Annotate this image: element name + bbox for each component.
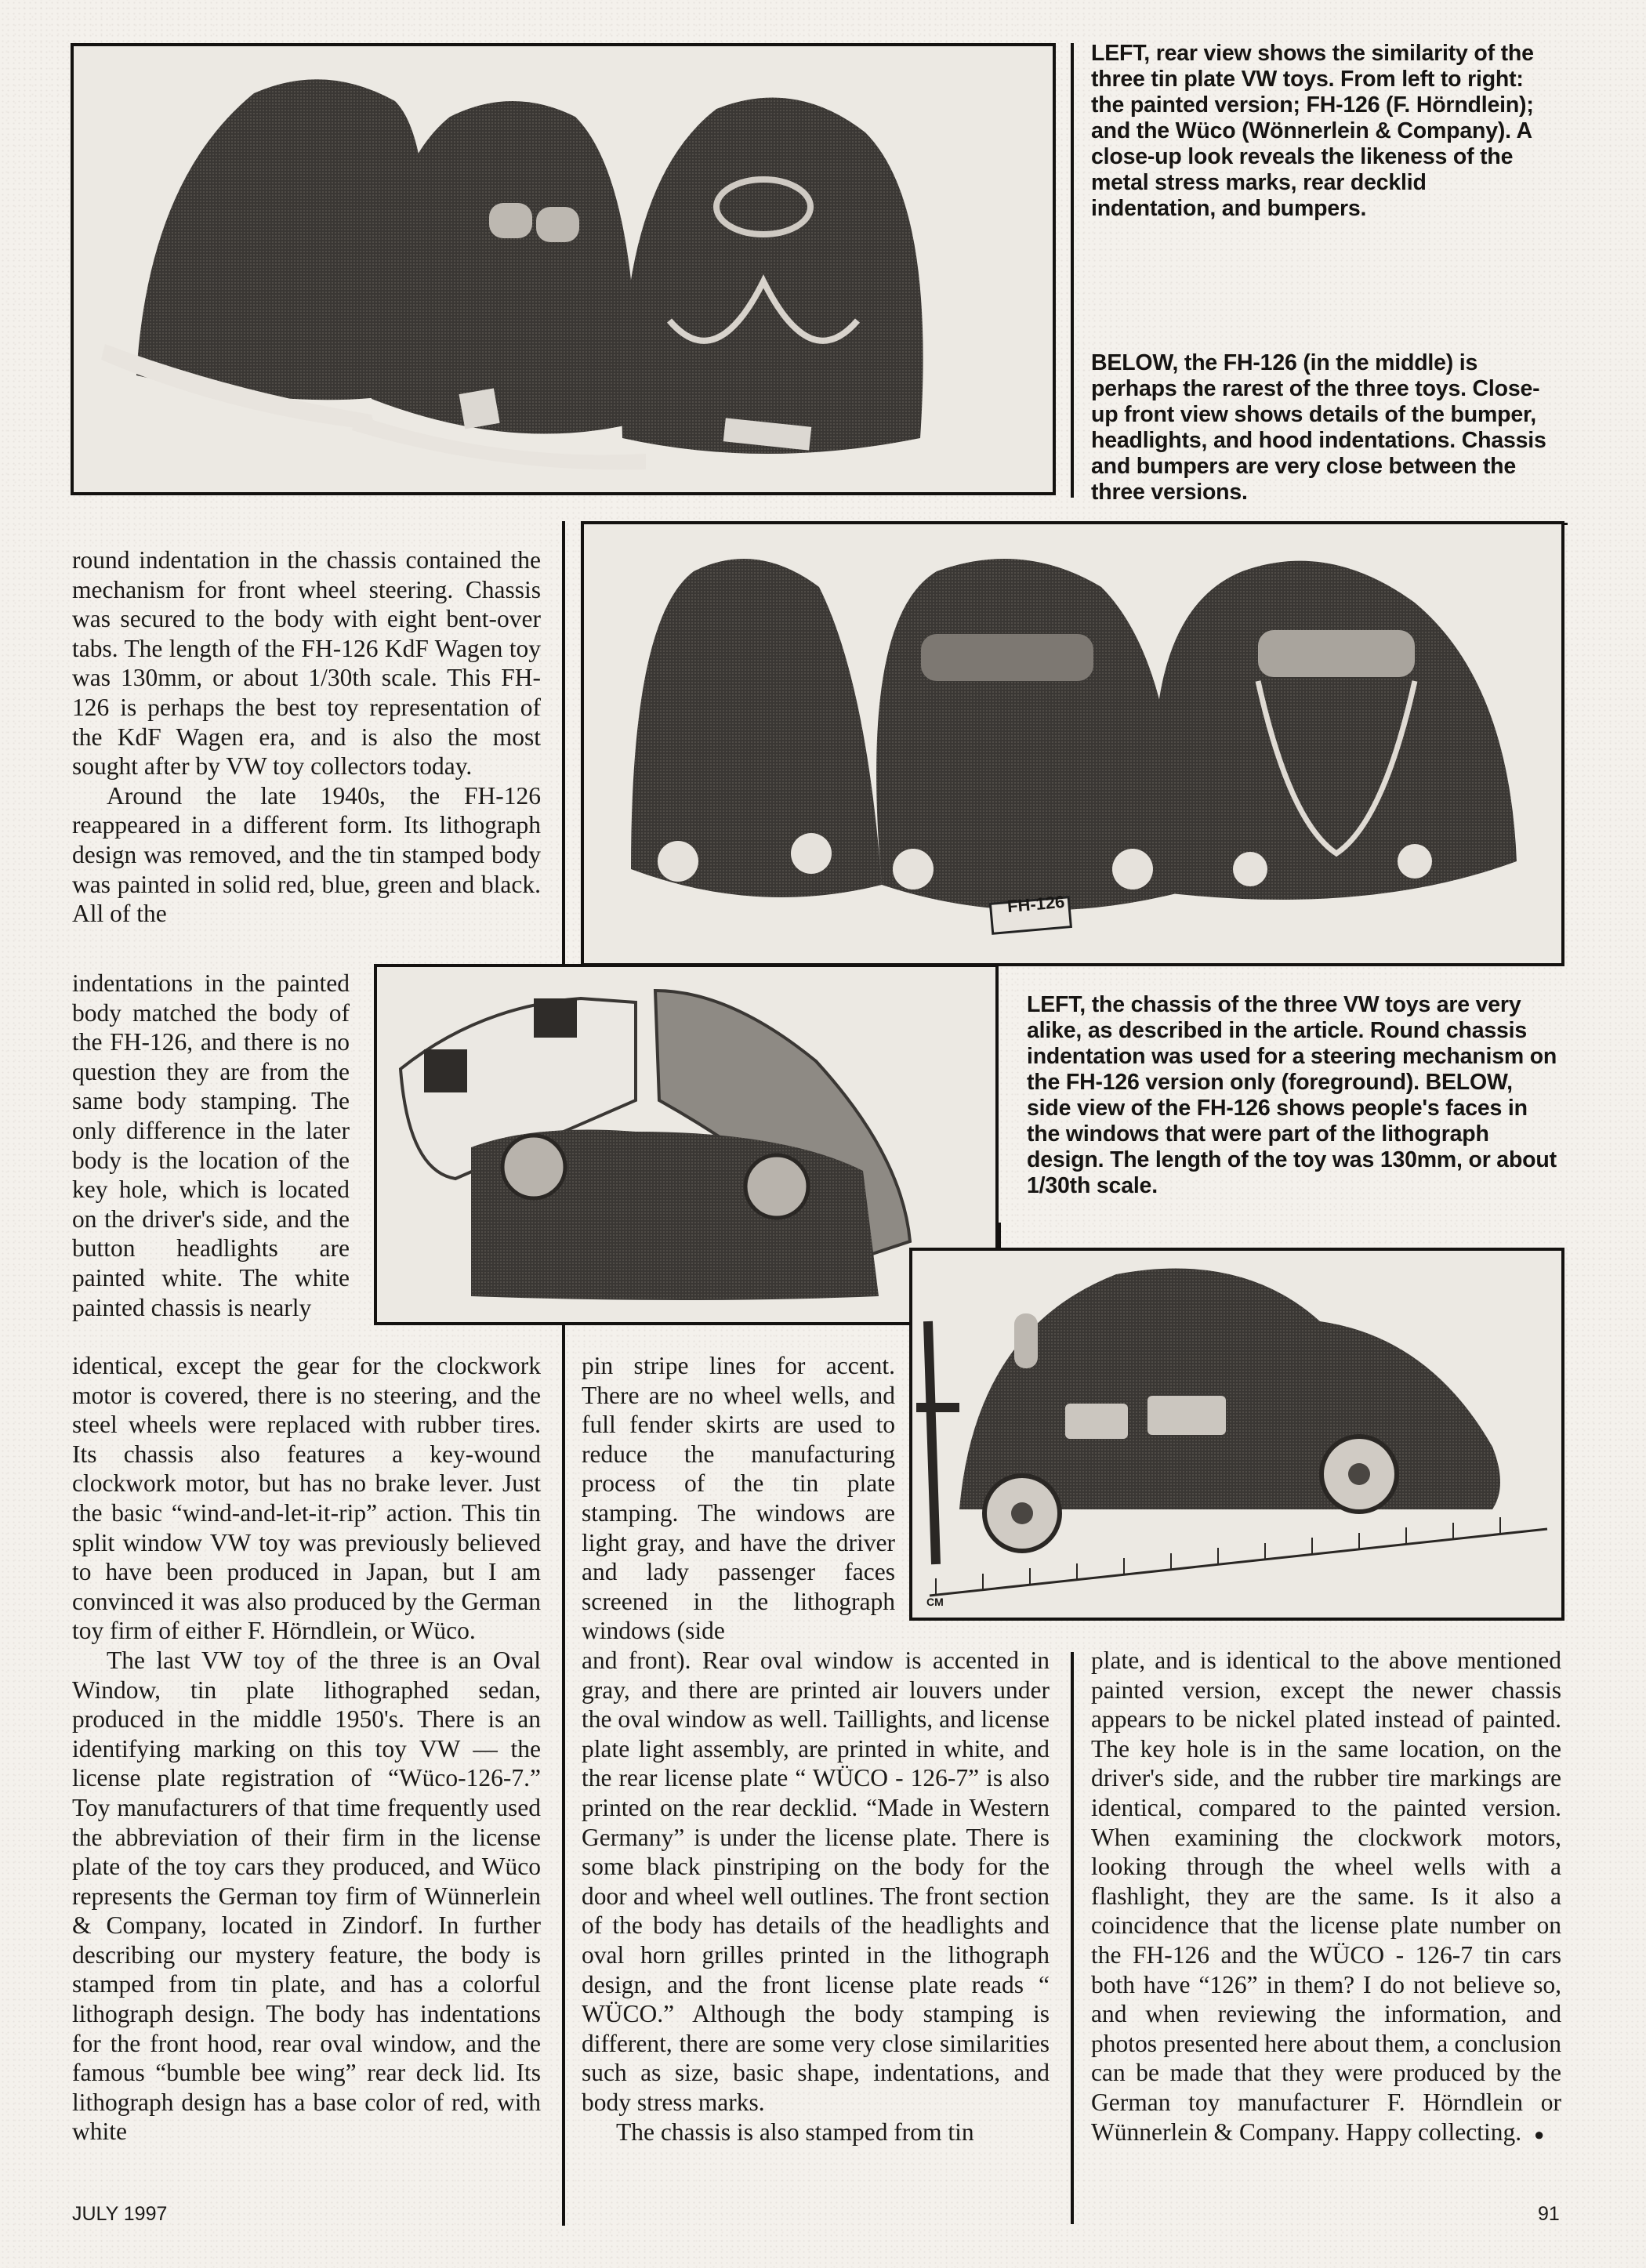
caption-rear-view: LEFT, rear view shows the similarity of the three tin plate VW toys. From left to right: the painted version; FH-126 (F. Hörndlein); and the Wüco (Wönnerlein & Company). A close-up look reveals the likeness of the metal stress marks, rear decklid indentation, and bumpers. — [1091, 41, 1534, 221]
column-rule-2 — [1071, 1652, 1074, 2224]
article-col2-narrow — [582, 1351, 895, 1646]
column-rule-1 — [562, 521, 565, 966]
fh126-side-view-image — [912, 1251, 1561, 1618]
paragraph: pin stripe lines for accent. There are no wheel wells, and full fender skirts are used to reduce the manufacturing process of the tin plate stamping. The windows are light gray, and have the driver and lady passenger faces screened in the lithograph windows (side — [582, 1352, 895, 1645]
paragraph — [1091, 1646, 1561, 2149]
caption-rule-top — [1071, 43, 1074, 498]
photo-chassis-view — [374, 964, 999, 1325]
article-col1-bottom — [72, 1351, 541, 2147]
paragraph: The chassis is also stamped from tin — [616, 2118, 974, 2146]
article-col2-bottom — [582, 1646, 1050, 2147]
column-rule-1-lower — [562, 1324, 565, 2226]
footer-issue-date: JULY 1997 — [72, 2203, 168, 2225]
ruler-unit-label: CM — [926, 1596, 944, 1608]
paragraph: and front). Rear oval window is accented in gray, and there are printed air louvers under the oval window as well. Taillights, and license plate light assembly, are printed in white, and the rear license plate “ WÜCO - 126-7” is also printed on the rear decklid. “Made in Western Germany” is under the license plate. There is some black pinstriping on the body for the door and wheel well outlines. The front section of the body has details of the headlights and oval horn grilles printed in the lithograph design, and the front license plate reads “ WÜCO.” Although the body stamping is different, there are some very close similarities such as size, basic shape, indentations, and body stress marks. — [582, 1647, 1050, 2116]
caption-chassis-view: LEFT, the chassis of the three VW toys are very alike, as described in the article. Round chassis indentation was used for a steering mechanism on the FH-126 version only (foreground). BELOW, side view of the FH-126 shows people's faces in the windows that were part of the lithograph design. The length of the toy was 130mm, or about 1/30th scale. — [1027, 992, 1557, 1198]
column-rule-2-upper — [998, 1223, 1001, 1250]
closing-text: plate, and is identical to the above mentioned painted version, except the newer chassis appears to be nickel plated instead of painted. The key hole is in the same location, on the driver's side, and the rubber tire markings are identical, compared to the painted version. When examining the clockwork motors, looking through the wheel wells with a flashlight, they are the same. Is it also a coincidence that the license plate number on the FH-126 and the WÜCO - 126-7 tin cars both have “126” in them? I do not believe so, and when reviewing the information, and photos presented here about them, a conclusion can be made that they were produced by the German toy manufacturer F. Hörndlein or Wünnerlein & Company. Happy collecting. — [1091, 1647, 1561, 2146]
paragraph: round indentation in the chassis contained the mechanism for front wheel steering. Chassis was secured to the body with eight bent-over tabs. The length of the FH-126 KdF Wagen toy was 130mm, or about 1/30th scale. This FH-126 is perhaps the best toy representation of the KdF Wagen era, and is also the most sought after by VW toy collectors today. — [72, 546, 541, 781]
page-number: 91 — [1538, 2203, 1560, 2225]
paragraph: The last VW toy of the three is an Oval Window, tin plate lithographed sedan, produced in the middle 1950's. There is an identifying marking on this toy VW — the license plate registration of “Wüco-126-7.” Toy manufacturers of that time frequently used the abbreviation of their firm in the license plate of the toy cars they produced, and Wüco represents the German toy firm of Wünnerlein & Company, located in Zindorf. In further describing our mystery feature, the body is stamped from tin plate, and has a colorful lithograph design. The body has indentations for the front hood, rear oval window, and the famous “bumble bee wing” rear deck lid. Its lithograph design has a base color of red, with white — [72, 1646, 541, 2146]
paragraph: Around the late 1940s, the FH-126 reappeared in a different form. Its lithograph design was removed, and the tin stamped body was painted in solid red, blue, green and black. All of the — [72, 781, 541, 928]
article-col1-narrow — [72, 969, 350, 1322]
photo-front-view — [581, 521, 1564, 966]
article-col1-top — [72, 545, 541, 929]
end-mark-icon: ● — [1533, 2124, 1545, 2144]
vw-toys-rear-view-image — [74, 46, 1053, 492]
photo-rear-view — [71, 43, 1056, 495]
vw-toys-front-view-image — [584, 524, 1561, 963]
paragraph: indentations in the painted body matched the body of the FH-126, and there is no question they are from the same body stamping. The only difference in the later body is the location of the key hole, which is located on the driver's side, and the button headlights are painted white. The white painted chassis is nearly — [72, 969, 350, 1321]
article-col3-bottom — [1091, 1646, 1561, 2149]
paragraph: identical, except the gear for the clockwork motor is covered, there is no steering, and the steel wheels were replaced with rubber tires. Its chassis also features a key-wound clockwork motor, but has no brake lever. Just the basic “wind-and-let-it-rip” action. This tin split window VW toy was previously believed to have been produced in Japan, but I am convinced it was also produced by the German toy firm of either F. Hörndlein, or Wüco. — [72, 1352, 541, 1645]
vw-toys-chassis-image — [377, 967, 995, 1322]
caption-front-view: BELOW, the FH-126 (in the middle) is perhaps the rarest of the three toys. Close-up front view shows details of the bumper, headlights, and hood indentations. Chassis and bumpers are very close between the three versions. — [1091, 350, 1546, 505]
plate-fh126-label: FH-126 — [1006, 891, 1066, 917]
photo-side-view — [909, 1248, 1564, 1621]
